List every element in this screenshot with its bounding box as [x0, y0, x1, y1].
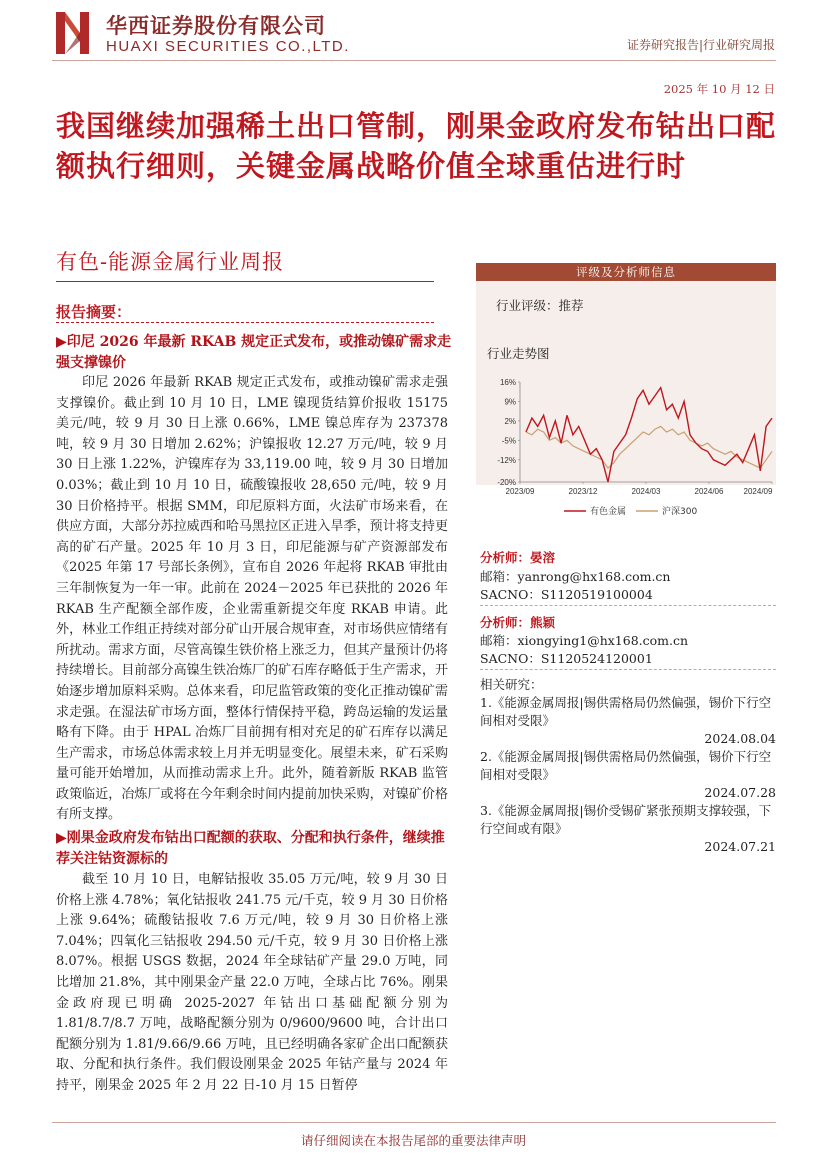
huaxi-logo-icon — [56, 10, 94, 56]
analyst-divider — [480, 669, 776, 670]
analyst-1-email-link[interactable]: yanrong@hx168.com.cn — [517, 569, 671, 584]
legend-label: 有色金属 — [590, 507, 627, 517]
y-tick-label: -12% — [497, 455, 516, 465]
report-subtitle: 有色-能源金属行业周报 — [56, 250, 285, 274]
y-tick-label: -20% — [497, 478, 516, 487]
x-tick-label: 2023/12 — [568, 487, 598, 496]
legend-label: 沪深300 — [662, 507, 698, 517]
report-title: 我国继续加强稀土出口管制，刚果金政府发布钴出口配额执行细则，关键金属战略价值全球重估进行时 — [56, 109, 777, 183]
related-item-2-date: 2024.07.28 — [704, 785, 776, 800]
related-heading: 相关研究： — [480, 677, 543, 692]
analyst-divider — [480, 605, 776, 606]
rating-box-title: 评级及分析师信息 — [476, 263, 776, 281]
report-date: 2025 年 10 月 12 日 — [663, 82, 775, 96]
summary-divider — [56, 322, 434, 323]
y-tick-label: 9% — [504, 397, 516, 407]
company-name-en: HUAXI SECURITIES CO.,LTD. — [106, 38, 350, 55]
analyst-1-email: 邮箱：yanrong@hx168.com.cn — [480, 569, 671, 584]
related-item-3[interactable]: 3.《能源金属周报|锡价受锡矿紧张预期支撑较强，下行空间或有限》 — [480, 803, 772, 836]
section-body-cobalt: 截至 10 月 10 日，电解钴报收 35.05 万元/吨，较 9 月 30 日价格上涨 4.78%；氧化钴报收 241.75 元/千克，较 9 月 30 日价格上涨 9.64%；硫酸钴报收 7.6 万元/吨，较 9 月 30 日价格上涨 7.04%；四氧化三钴报收 294.50 元/千克，较 9 月 30 日价格上涨 8.07%。根据 USGS 数据，2024 年全球钴矿产量 29.0 万吨，同比增加 21.8%，其中刚果金产量 22.0 万吨，全球占比 76%。刚果金政府现已明确 2025-2027 年钴出口基础配额分别为 1.81/8.7/8.7 万吨，战略配额分别为 0/9600/9600 吨，合计出口配额分别为 1.81/9.66/9.66 万吨，且已经明确各家矿企出口配额获取、分配和执行条件。我们假设刚果金 2025 年钴产量与 2024 年持平，刚果金 2025 年 2 月 22 日-10 月 15 日暂停 — [56, 872, 448, 1093]
x-tick-label: 2024/03 — [631, 487, 661, 496]
y-tick-label: -5% — [501, 436, 516, 446]
analyst-1-sac: SACNO：S1120519100004 — [480, 587, 653, 602]
footer-disclaimer: 请仔细阅读在本报告尾部的重要法律声明 — [300, 1133, 526, 1148]
related-item-3-date: 2024.07.21 — [704, 839, 776, 854]
related-item-2[interactable]: 2.《能源金属周报|锡供需格局仍然偏强，锡价下行空间相对受限》 — [480, 749, 772, 782]
industry-rating: 行业评级：推荐 — [496, 298, 584, 313]
y-tick-label: 2% — [504, 416, 516, 426]
y-tick-label: 16% — [499, 378, 516, 387]
trend-chart — [484, 372, 780, 522]
report-type: 证券研究报告|行业研究周报 — [626, 38, 775, 52]
section-heading-cobalt: ▶刚果金政府发布钴出口配额的获取、分配和执行条件，继续推荐关注钴资源标的 — [56, 830, 445, 867]
related-research — [480, 676, 776, 856]
related-item-1-date: 2024.08.04 — [704, 731, 776, 746]
company-name-cn: 华西证券股份有限公司 — [106, 14, 326, 38]
header-divider — [52, 60, 776, 61]
x-tick-label: 2024/09 — [743, 487, 773, 496]
section-body-nickel: 印尼 2026 年最新 RKAB 规定正式发布，或推动镍矿需求走强支撑镍价。截止到 10 月 10 日，LME 镍现货结算价报收 15175 美元/吨，较 9 月 30 日上涨 0.66%，LME 镍总库存为 237378 吨，较 9 月 30 日增加 2.62%；沪镍报收 12.27 万元/吨，较 9 月 30 日上涨 1.22%，沪镍库存为 33,119.00 吨，较 9 月 30 日增加 0.03%；截止到 10 月 10 日，硫酸镍报收 28,650 元/吨，较 9 月 30 日价格持平。根据 SMM，印尼原料方面，火法矿市场来看，在供应方面，大部分苏拉威西和哈马黑拉区正进入旱季，预计将支持更高的矿石产量。2025 年 10 月 3 日，印尼能源与矿产资源部发布《2025 年第 17 号部长条例》，宣布自 2026 年起将 RKAB 审批由三年制恢复为一年一审。此前在 2024－2025 年已获批的 2026 年 RKAB 生产配额全部作废，企业需重新提交年度 RKAB 申请。此外，林业工作组正持续对部分矿山开展合规审查，对市场供应情绪有所扰动。需求方面，尽管高镍生铁价格上涨乏力，但其产量预计仍将持续增长。目前部分高镍生铁冶炼厂的矿石库存略低于生产需求，开始逐步增加原料采购。总体来看，印尼监管政策的变化正推动镍矿需求走强。在湿法矿市场方面，整体行情保持平稳，跨岛运输的发运量略有下降。由于 HPAL 冶炼厂目前拥有相对充足的矿石库存以满足生产需求，市场总体需求较上月并无明显变化。展望未来，矿石采购量可能开始增加，从而推动需求上升。此外，随着新版 RKAB 监管政策临近，冶炼厂或将在今年剩余时间内提前加快采购，对镍矿价格有所支撑。 — [56, 375, 448, 823]
analyst-2-name: 分析师：熊颖 — [480, 615, 556, 630]
x-tick-label: 2023/09 — [505, 487, 535, 496]
footer-divider — [52, 1122, 776, 1123]
summary-heading: 报告摘要： — [56, 303, 132, 321]
analyst-1-name: 分析师：晏溶 — [480, 550, 556, 565]
trend-chart-label: 行业走势图 — [487, 346, 550, 361]
section-heading-nickel: ▶印尼 2026 年最新 RKAB 规定正式发布，或推动镍矿需求走强支撑镍价 — [56, 334, 452, 371]
subtitle-divider — [56, 281, 434, 282]
x-tick-label: 2024/06 — [694, 487, 724, 496]
analyst-2-email: 邮箱：xiongying1@hx168.com.cn — [480, 633, 689, 648]
related-item-1[interactable]: 1.《能源金属周报|锡供需格局仍然偏强，锡价下行空间相对受限》 — [480, 695, 772, 728]
analyst-2-email-link[interactable]: xiongying1@hx168.com.cn — [517, 633, 689, 648]
analyst-2-sac: SACNO：S1120524120001 — [480, 651, 653, 666]
